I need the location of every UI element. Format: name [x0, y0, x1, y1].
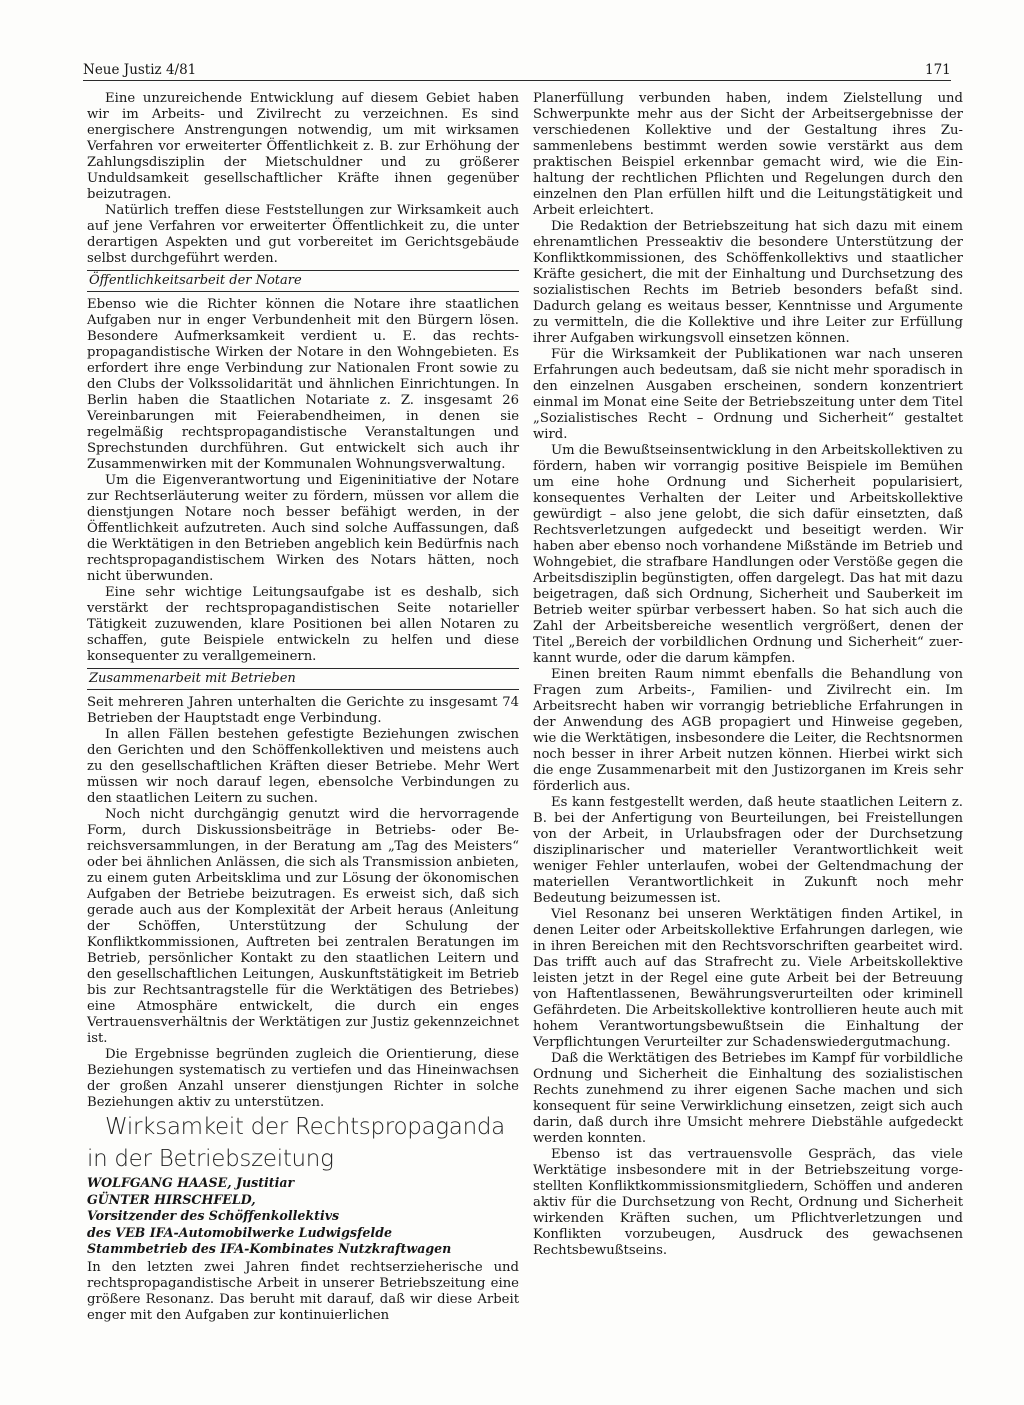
paragraph: In den letzten zwei Jahren findet rechtserzieherische und rechtspropagandistische Arbeit in unserer Betriebszeitung eine größere Resonanz. Das beruht mit darauf, daß wir diese Arbeit enger mit den Aufgaben zur kontinuierlichen [87, 1259, 519, 1323]
paragraph: Um die Bewußtseinsentwicklung in den Arbeitskollektiven zu fördern, haben wir vorrangig positive Beispiele im Bemühen um eine hohe Ordnung und Sicherheit popularisiert, konsequentes Verhalten der Leiter und Arbeitskollektive gewürdigt – also jene gelobt, die sich dafür einsetzten, daß Rechtsverletzungen aufgedeckt und beseitigt werden. Wir haben aber ebenso noch vorhandene Mißstände im Betrieb und Wohngebiet, die strafbare Handlungen oder Verstöße gegen die Arbeitsdisziplin begünstigten, offen dargelegt. Das hat mit dazu beigetragen, daß sich Ordnung, Sicherheit und Sauberkeit im Betrieb weiter spürbar verbessert haben. So hat sich auch die Zahl der Arbeitsbereiche wesentlich vergrößert, denen der Titel „Bereich der vorbildlichen Ordnung und Sicherheit“ zuerkannt wurde, oder die darum kämpfen. [533, 443, 963, 666]
paragraph: Die Redaktion der Betriebszeitung hat sich dazu mit einem ehrenamtlichen Presseaktiv die besondere Unterstützung der Konfliktkommissionen, des Schöffenkollektivs und staatlicher Kräfte gesichert, die mit der Einhaltung und Durchsetzung des sozialistischen Rechts im Betrieb besonders befaßt sind. Dadurch gelang es weitaus besser, Kenntnisse und Argumente zu vermitteln, die die Kollektive und ihre Leiter zur Erfüllung ihrer Aufgaben wirkungsvoll einsetzen können. [533, 219, 963, 346]
left-column [87, 91, 519, 1324]
paragraph: Viel Resonanz bei unseren Werktätigen finden Artikel, in denen Leiter oder Arbeitskollektive Erfahrungen darlegen, wie in ihren Bereichen mit den Rechtsvorschriften gearbeitet wird. Das trifft auch auf das Strafrecht zu. Viele Arbeitskollektive leisten jetzt in der Regel eine gute Arbeit bei der Betreuung von Haftentlassenen, Bewährungsverurteilten oder kriminell Gefährdeten. Die Arbeitskollektive kontrollieren heute auch mit hohem Verantwortungsbewußtsein die Einhaltung der Verpflichtungen Verurteilter zur Schadenswiedergutmachung. [533, 907, 963, 1050]
paragraph: Einen breiten Raum nimmt ebenfalls die Behandlung von Fragen zum Arbeits-, Familien- und Zivilrecht ein. Im Arbeitsrecht haben wir vorrangig betriebliche Erfahrungen in der Anwendung des AGB propagiert und Hinweise gegeben, wie die Werktätigen, insbesondere die Leiter, die Rechtsnormen noch besser in ihrer Arbeit nutzen können. Hierbei wirkt sich die enge Zusammenarbeit mit den Justizorganen im Kreis sehr förderlich aus. [533, 667, 963, 794]
section-heading-betriebe: Zusammenarbeit mit Betrieben [87, 668, 519, 690]
journal-issue: Neue Justiz 4/81 [83, 62, 197, 78]
paragraph: Planerfüllung verbunden haben, indem Zielstellung und Schwerpunkte mehr aus der Sicht der Arbeitsergebnisse der verschiedenen Kollektive und der Gestaltung ihres Zusammenlebens bestimmt werden sowie verstärkt aus dem praktischen Beispiel erkennbar gemacht wird, wie die Einhaltung der rechtlichen Pflichten und Regelungen durch den einzelnen den Plan erfüllen hilft und die Leitungstätigkeit und Arbeit erleichtert. [533, 91, 963, 218]
author-block [87, 1175, 519, 1258]
paragraph: Noch nicht durchgängig genutzt wird die hervorragende Form, durch Diskussionsbeiträge in Betriebs- oder Bereichsversammlungen, in der Beratung am „Tag des Meisters“ oder bei ähnlichen Anlässen, die sich als Transmission anbieten, zu einem guten Arbeitsklima und zur Lösung der ökonomischen Aufgaben der Betriebe beizutragen. Es erweist sich, daß sich gerade auch aus der Komplexität der Arbeit heraus (Anleitung der Schöffen, Unterstützung der Schulung der Konfliktkommissionen, Auftreten bei zentralen Beratungen im Betrieb, persönlicher Kontakt zu den staatlichen Leitern und den gesellschaftlichen Leitungen, Auskunftstätigkeit im Betrieb bis zur Rechtsantragstelle für die Werktätigen des Betriebes) eine Atmosphäre entwickelt, die durch ein enges Vertrauensverhältnis der Werktätigen zur Justiz gekennzeichnet ist. [87, 807, 519, 1046]
paragraph: Natürlich treffen diese Feststellungen zur Wirksamkeit auch auf jene Verfahren vor erweiterter Öffentlichkeit zu, die unter derartigen Aspekten und gut vorbereitet im Gerichtsgebäude selbst durchgeführt werden. [87, 203, 519, 266]
page-number: 171 [925, 62, 951, 78]
header-rule [83, 80, 951, 81]
author-line: GÜNTER HIRSCHFELD, [87, 1191, 256, 1207]
paragraph: Ebenso ist das vertrauensvolle Gespräch, das viele Werktätige insbesondere mit in der Betriebszeitung vorgestellten Konfliktkommissionsmitgliedern, Schöffen und anderen aktiv für die Durchsetzung von Recht, Ordnung und Sicherheit wirkenden Kräften suchen, um Pflichtverletzungen und Konflikten vorzubeugen, Ausdruck des gewachsenen Rechtsbewußtseins. [533, 1147, 963, 1258]
paragraph: Um die Eigenverantwortung und Eigeninitiative der Notare zur Rechtserläuterung weiter zu fördern, müssen vor allem die dienstjungen Notare noch besser befähigt werden, in der Öffentlichkeit aufzutreten. Auch sind solche Auffassungen, daß die Werktätigen in den Betrieben angeblich kein Bedürfnis nach rechtspropagandistischem Wirken des Notars hätten, noch nicht überwunden. [87, 473, 519, 584]
paragraph: Für die Wirksamkeit der Publikationen war nach unseren Erfahrungen auch bedeutsam, daß sie nicht mehr sporadisch in den einzelnen Ausgaben erscheinen, sondern konzentriert einmal im Monat eine Seite der Betriebszeitung unter dem Titel „Sozialistisches Recht – Ordnung und Sicherheit“ gestaltet wird. [533, 347, 963, 442]
author-line: Vorsitzender des Schöffenkollektivs [87, 1208, 340, 1223]
paragraph: Seit mehreren Jahren unterhalten die Gerichte zu insgesamt 74 Betrieben der Hauptstadt enge Verbindung. [87, 695, 519, 726]
paragraph: Eine unzureichende Entwicklung auf diesem Gebiet haben wir im Arbeits- und Zivilrecht zu verzeichnen. Es sind energischere Anstrengungen notwendig, um mit wirksamen Verfahren vor erweiterter Öffentlichkeit z. B. zur Erhöhung der Zahlungsdisziplin der Mietschuldner und zu größerer Unduldsamkeit gesellschaftlicher Kräfte ihnen gegenüber beizutragen. [87, 91, 519, 202]
right-column [533, 91, 963, 1259]
paragraph: Daß die Werktätigen des Betriebes im Kampf für vorbildliche Ordnung und Sicherheit die Einhaltung des sozialistischen Rechts zunehmend zu ihrer eigenen Sache machen und sich konsequent für seine Verwirklichung einsetzen, zeigt sich auch darin, daß durch ihre Umsicht mehrere Diebstähle aufgedeckt werden konnten. [533, 1051, 963, 1146]
article-title: Wirksamkeit der Rechtspropaganda in der Betriebszeitung [87, 1114, 505, 1172]
author-line: WOLFGANG HAASE, Justitiar [87, 1175, 295, 1190]
section-heading-notare: Öffentlichkeitsarbeit der Notare [87, 270, 519, 292]
author-line: des VEB IFA-Automobilwerke Ludwigsfelde [87, 1224, 393, 1240]
paragraph: Eine sehr wichtige Leitungsaufgabe ist es deshalb, sich verstärkt der rechtspropagandistischen Seite notarieller Tätigkeit zuzuwenden, klare Positionen bei allen Notaren zu schaffen, gute Beispiele entwickeln zu helfen und diese konsequenter zu verallgemeinern. [87, 585, 519, 664]
author-line: Stammbetrieb des IFA-Kombinates Nutzkraftwagen [87, 1241, 452, 1256]
paragraph: Es kann festgestellt werden, daß heute staatlichen Leitern z. B. bei der Anfertigung von Beurteilungen, bei Freistellungen von der Arbeit, in Urlaubsfragen oder der Durchsetzung disziplinarischer und materieller Verantwortlichkeit weit weniger Fehler unterlaufen, wobei der Geltendmachung der materiellen Verantwortlichkeit in Zukunft noch mehr Bedeutung beizumessen ist. [533, 795, 963, 906]
paragraph: Ebenso wie die Richter können die Notare ihre staatlichen Aufgaben nur in enger Verbundenheit mit den Bürgern lösen. Besondere Aufmerksamkeit verdient u. E. das rechtspropagandistische Wirken der Notare in den Wohngebieten. Es erfordert ihre enge Verbindung zur Nationalen Front sowie zu den Clubs der Volkssolidarität und ähnlichen Einrichtungen. In Berlin haben die Staatlichen Notariate z. Z. insgesamt 26 Vereinbarungen mit Feierabendheimen, in denen sie regelmäßig rechtspropagandistische Veranstaltungen und Sprechstunden durchführen. Gut entwickelt sich auch ihr Zusammenwirken mit der Kommunalen Wohnungsverwaltung. [87, 297, 519, 472]
paragraph: In allen Fällen bestehen gefestigte Beziehungen zwischen den Gerichten und den Schöffenkollektiven und meistens auch zu den gesellschaftlichen Kräften dieser Betriebe. Mehr Wert müssen wir noch darauf legen, ebensolche Verbindungen zu den staatlichen Leitern zu suchen. [87, 727, 519, 806]
paragraph: Die Ergebnisse begründen zugleich die Orientierung, diese Beziehungen systematisch zu vertiefen und das Hineinwachsen der großen Anzahl unserer dienstjungen Richter in solche Beziehungen aktiv zu unterstützen. [87, 1047, 519, 1110]
